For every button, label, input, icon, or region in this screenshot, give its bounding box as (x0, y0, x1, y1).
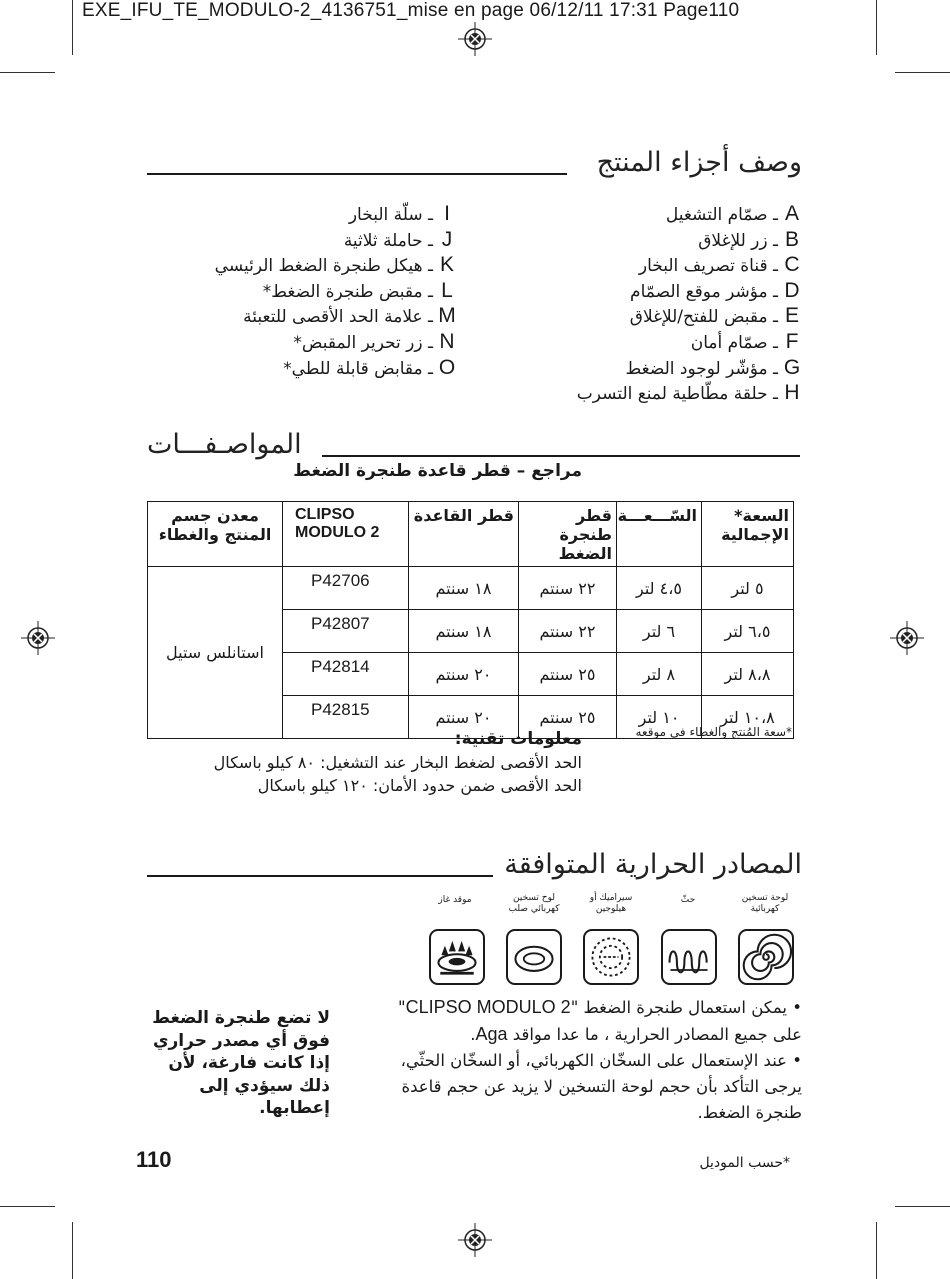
solid-plate-icon (506, 929, 562, 985)
cell-base: ٢٠ سنتم (409, 653, 519, 696)
crop-mark (0, 1206, 55, 1207)
list-item: J ـ حاملة ثلاثية (343, 227, 453, 251)
registration-mark-icon (890, 621, 924, 655)
technical-info-line: الحد الأقصى لضغط البخار عند التشغيل: ٨٠ كيلو باسكال (213, 753, 582, 772)
cell-model: P42814 (283, 653, 409, 696)
cell-capacity: ٤،٥ لتر (617, 567, 702, 610)
section-title-specs: المواصـفـــات (147, 429, 302, 460)
page-number: 110 (136, 1147, 172, 1172)
cell-model: P42807 (283, 610, 409, 653)
cell-base: ٢٠ سنتم (409, 696, 519, 739)
list-item: O ـ مقابض قابلة للطي* (283, 355, 456, 379)
registration-mark-icon (458, 22, 492, 56)
empty-heating-warning: لا تضع طنجرة الضغط فوق أي مصدر حراري إذا كانت فارغة، لأن ذلك سيؤدي إلى إعطابها. (152, 1008, 330, 1118)
crop-mark (0, 72, 55, 73)
header-total-capacity: السعة* الإجمالية (702, 502, 794, 567)
list-item: L ـ مقبض طنجرة الضغط* (262, 278, 453, 302)
registration-mark-icon (458, 1223, 492, 1257)
parts-list-left (215, 202, 457, 381)
ceramic-halogen-icon (583, 929, 639, 985)
technical-info-line: الحد الأقصى ضمن حدود الأمان: ١٢٠ كيلو باسكال (257, 776, 582, 795)
table-header-row (148, 502, 794, 567)
label-gas: موقد غاز (438, 895, 472, 905)
crop-mark (72, 0, 73, 55)
cell-total: ٦،٥ لتر (702, 610, 794, 653)
header-metal: معدن جسم المنتج والغطاء (148, 502, 283, 567)
cell-metal: استانلس ستيل (148, 567, 283, 739)
crop-mark (876, 1222, 877, 1279)
cell-cooker: ٢٢ سنتم (519, 567, 617, 610)
label-ceramic-halogen: سيراميك أو هيلوجين (589, 893, 633, 914)
header-cooker-diameter: قطر طنجرة الضغط (519, 502, 617, 567)
cell-total: ١٠،٨ لتر (702, 696, 794, 739)
cell-base: ١٨ سنتم (409, 610, 519, 653)
section-rule (322, 455, 800, 457)
section-title-description: وصف أجزاء المنتج (596, 147, 802, 178)
list-item: H ـ حلقة مطّاطية لمنع التسرب (576, 381, 800, 405)
header-model: CLIPSO MODULO 2 (283, 502, 409, 567)
crop-mark (72, 1222, 73, 1279)
cell-cooker: ٢٥ سنتم (519, 653, 617, 696)
spiral-hob-icon (738, 929, 794, 985)
parts-list-right (577, 202, 802, 407)
list-item: B ـ زر للإغلاق (698, 227, 799, 251)
technical-info (214, 728, 582, 797)
gas-burner-icon (429, 929, 485, 985)
list-item: K ـ هيكل طنجرة الضغط الرئيسي (214, 253, 454, 277)
induction-icon (661, 929, 717, 985)
specs-subtitle: مراجع – قطر قاعدة طنجرة الضغط (293, 461, 582, 481)
cell-model: P42706 (283, 567, 409, 610)
section-title-heat-sources: المصادر الحرارية المتوافقة (504, 849, 802, 880)
list-item: G ـ مؤشّر لوجود الضغط (625, 355, 801, 379)
cell-total: ٨،٨ لتر (702, 653, 794, 696)
cell-total: ٥ لتر (702, 567, 794, 610)
header-capacity: السّـــعـــة (617, 502, 702, 567)
list-item: M ـ علامة الحد الأقصى للتعبئة (243, 304, 456, 328)
table-footnote: *سعة المُنتج والغطاء في موقعه (635, 725, 792, 739)
list-item: F ـ صمّام أمان (690, 329, 799, 353)
section-rule (147, 875, 493, 877)
cell-base: ١٨ سنتم (409, 567, 519, 610)
table-row (148, 567, 794, 610)
model-footnote: *حسب الموديل (699, 1155, 790, 1171)
cell-cooker: ٢٢ سنتم (519, 610, 617, 653)
label-induction: حثّ (680, 895, 696, 905)
crop-mark (895, 1206, 950, 1207)
technical-info-title: معلومات تقنية: (454, 729, 582, 749)
cell-cooker: ٢٥ سنتم (519, 696, 617, 739)
paragraph: • يمكن استعمال طنجرة الضغط "CLIPSO MODULO 2" على جميع المصادر الحرارية ، ما عدا مواقد Aga. (398, 997, 802, 1044)
list-item: C ـ قناة تصريف البخار (638, 253, 800, 277)
heat-sources-text (370, 994, 802, 1126)
list-item: A ـ صمّام التشغيل (665, 202, 799, 225)
paragraph: • عند الإستعمال على السخّان الكهربائي، أو السخّان الحثّي، يرجى التأكد بأن حجم لوحة التسخين لا يزيد عن حجم قاعدة طنجرة الضغط. (400, 1051, 802, 1122)
crop-mark (895, 72, 950, 73)
crop-mark (876, 0, 877, 55)
list-item: N ـ زر تحرير المقبض* (293, 329, 455, 353)
specs-table (147, 501, 794, 739)
list-item: E ـ مقبض للفتح/للإغلاق (629, 304, 799, 328)
list-item: I ـ سلّة البخار (348, 202, 450, 225)
label-solid-plate: لوح تسخين كهربائي صلب (508, 893, 560, 914)
section-rule (147, 173, 567, 175)
print-header: EXE_IFU_TE_MODULO-2_4136751_mise en page 06/12/11 17:31 Page110 (82, 0, 740, 21)
header-base-diameter: قطر القاعدة (409, 502, 519, 567)
registration-mark-icon (21, 621, 55, 655)
cell-model: P42815 (283, 696, 409, 739)
cell-capacity: ٦ لتر (617, 610, 702, 653)
label-electric-plate: لوحة تسخين كهربائية (741, 893, 789, 914)
list-item: D ـ مؤشر موقع الصمّام (630, 278, 800, 302)
cell-capacity: ١٠ لتر (617, 696, 702, 739)
cell-capacity: ٨ لتر (617, 653, 702, 696)
